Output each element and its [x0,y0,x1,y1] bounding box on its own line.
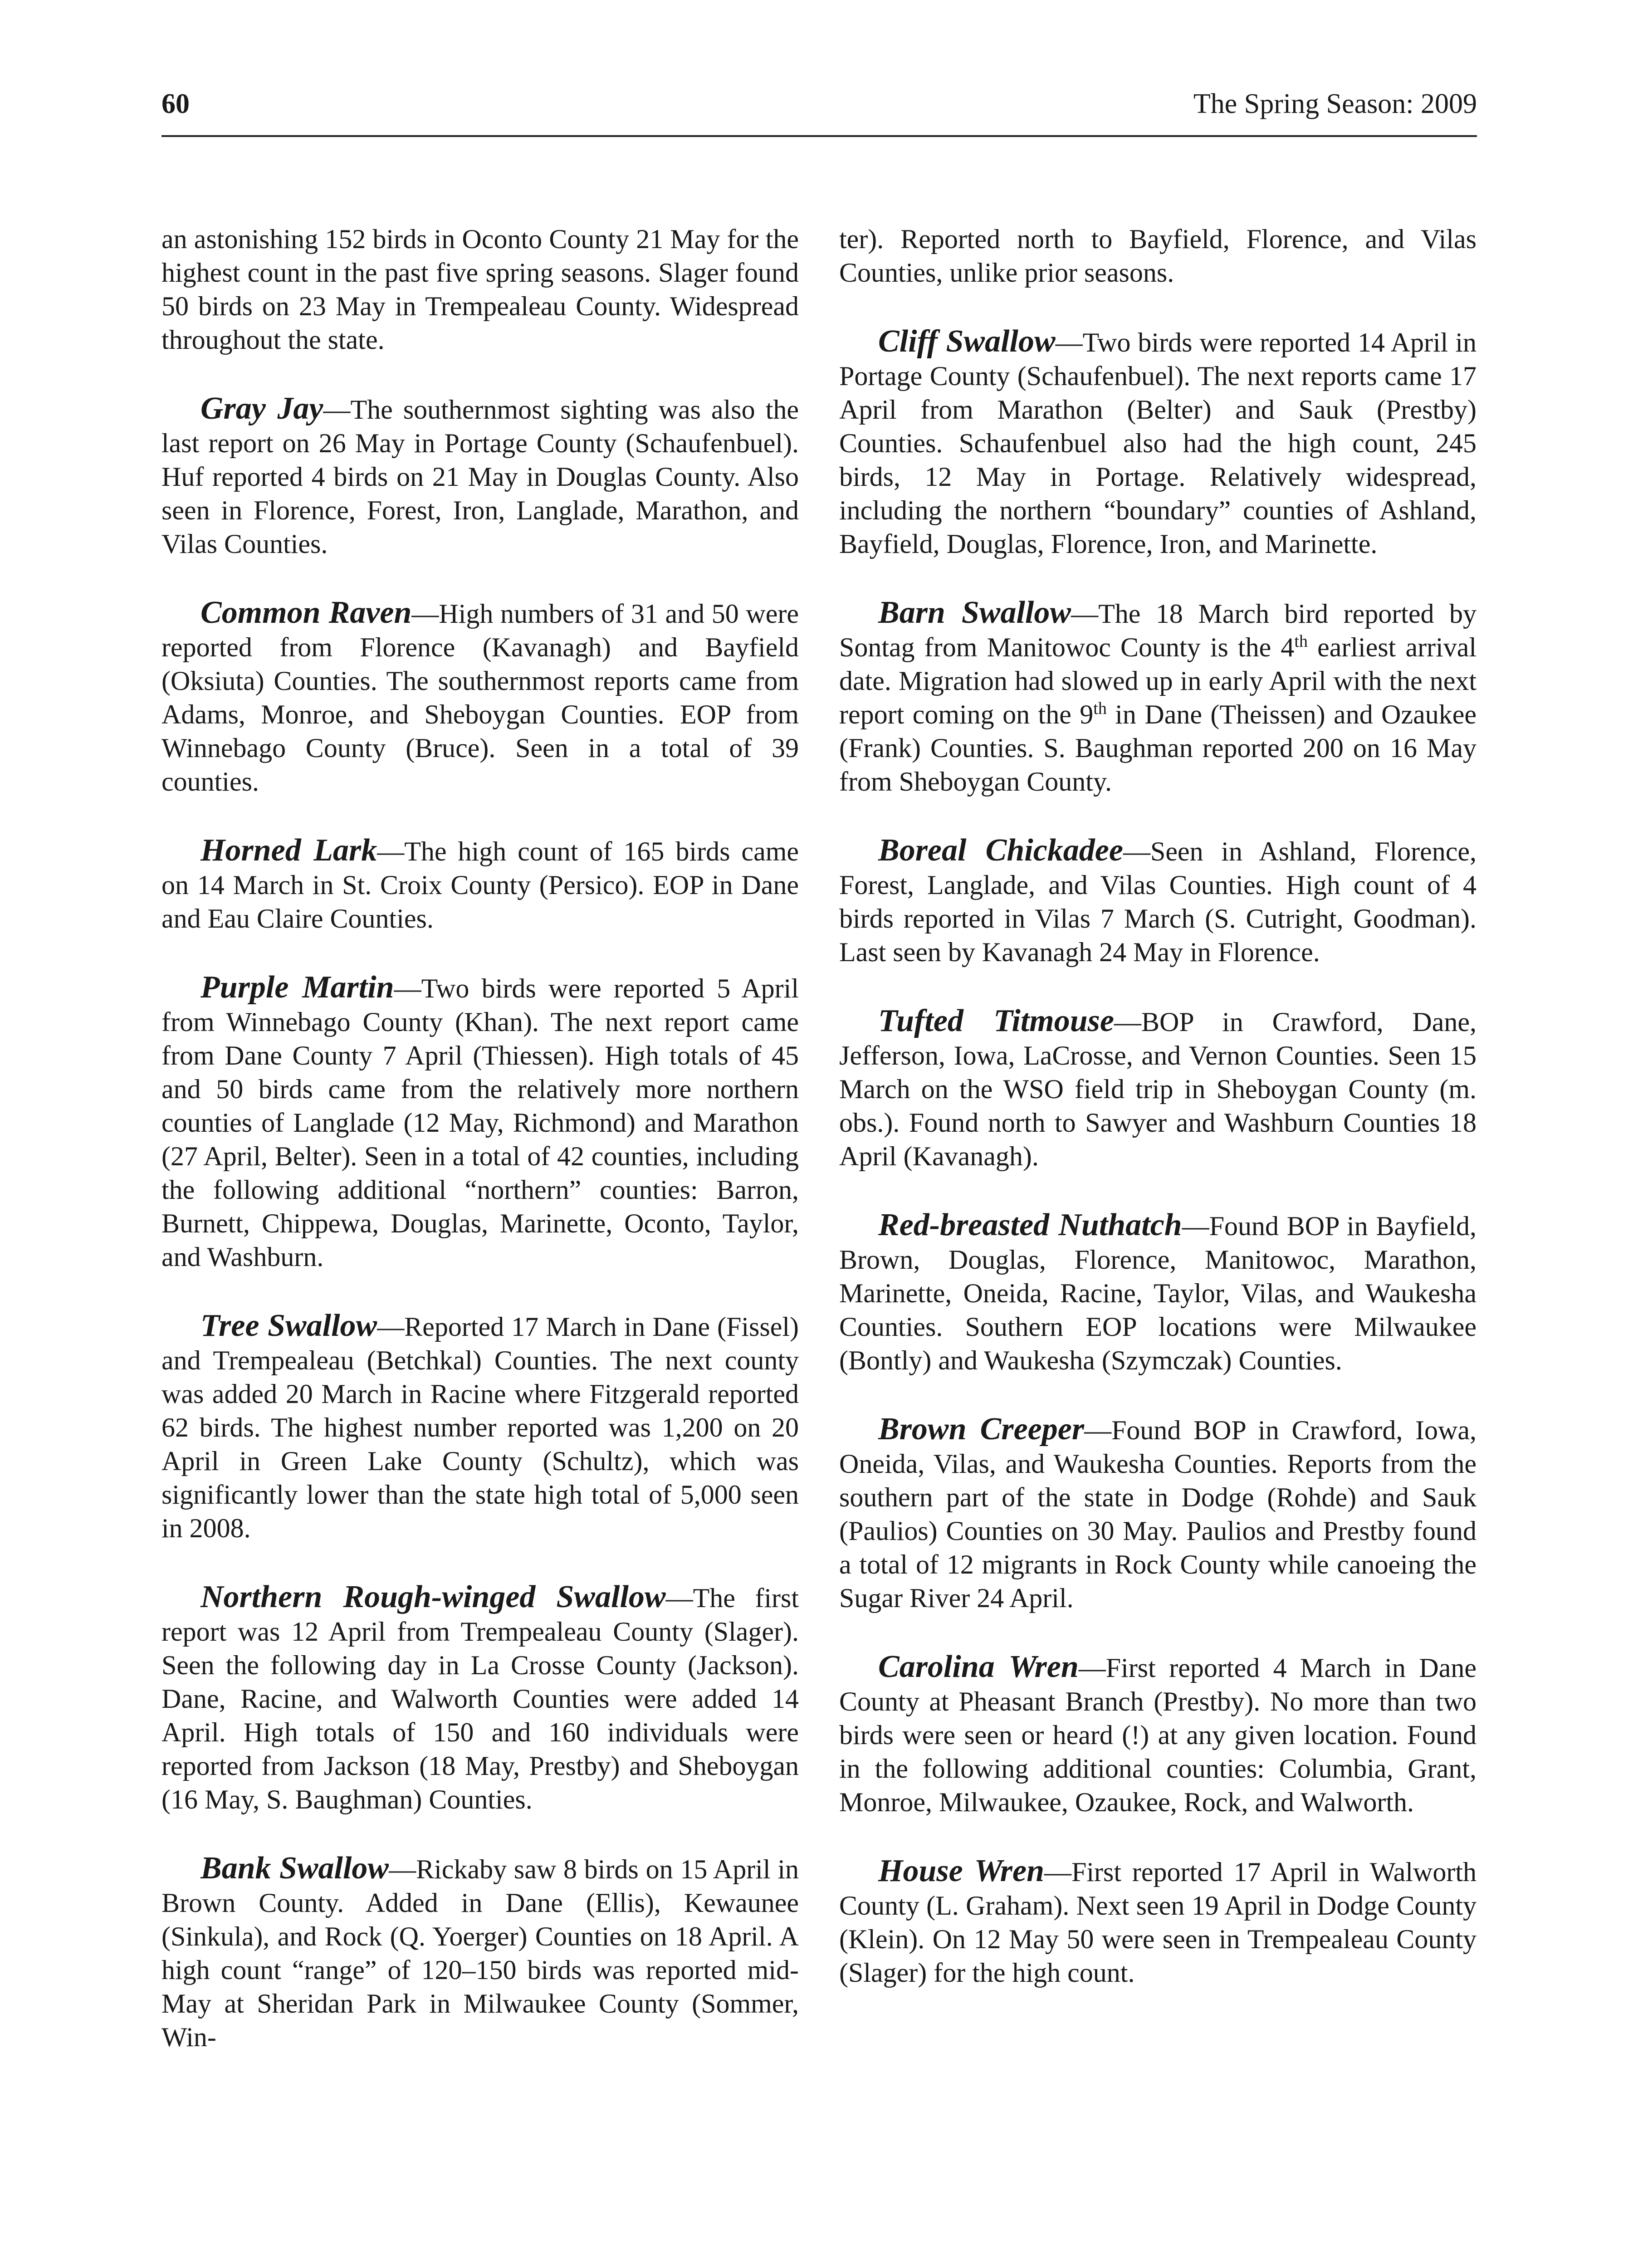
species-account-northern-rough-winged-swallow: Northern Rough-winged Swallow—The first report was 12 April from Trempealeau County (Slager). Seen the following day in La Crosse County (Jackson). Dane, Racine, and Walworth Counties were added 14 April. High totals of 150 and 160 individuals were reported from Jackson (18 May, Prestby) and Sheboygan (16 May, S. Baughman) Counties. [161,1579,799,1814]
species-account-brown-creeper: Brown Creeper—Found BOP in Crawford, Iowa, Oneida, Vilas, and Waukesha Counties. Reports from the southern part of the state in Dodge (Rohde) and Sauk (Paulios) Counties on 30 May. Paulios and Prestby found a total of 12 migrants in Rock County while canoeing the Sugar River 24 April. [839,1412,1477,1613]
species-name: Tree Swallow [200,1308,377,1343]
species-name: Red-breasted Nuthatch [878,1207,1182,1242]
page-header [161,85,1477,137]
species-name: Gray Jay [200,391,323,426]
species-account-tufted-titmouse: Tufted Titmouse—BOP in Crawford, Dane, Jefferson, Iowa, LaCrosse, and Vernon Counties. Seen 15 March on the WSO field trip in Sheboygan County (m. obs.). Found north to Sawyer and Washburn Counties 18 April (Kavanagh). [839,1003,1477,1171]
species-account-red-breasted-nuthatch: Red-breasted Nuthatch—Found BOP in Bayfield, Brown, Douglas, Florence, Manitowoc, Marathon, Marinette, Oneida, Racine, Taylor, Vilas, and Waukesha Counties. Southern EOP locations were Milwaukee (Bontly) and Waukesha (Szymczak) Counties. [839,1207,1477,1375]
left-column [161,222,799,2089]
species-name: Purple Martin [200,970,394,1005]
species-name: Carolina Wren [878,1649,1079,1684]
species-name: Horned Lark [200,833,377,868]
continuation-paragraph: ter). Reported north to Bayfield, Florence, and Vilas Counties, unlike prior seasons. [839,224,1477,288]
species-name: Tufted Titmouse [878,1003,1114,1038]
species-name: Cliff Swallow [878,324,1056,359]
species-name: Bank Swallow [200,1851,389,1886]
right-column [839,222,1477,2025]
species-account-gray-jay: Gray Jay—The southernmost sighting was also the last report on 26 May in Portage County (Schaufenbuel). Huf reported 4 birds on 21 May in Douglas County. Also seen in Florence, Forest, Iron, Langlade, Marathon, and Vilas Counties. [161,391,799,559]
species-name: Common Raven [200,595,412,630]
species-account-house-wren: House Wren—First reported 17 April in Walworth County (L. Graham). Next seen 19 April in Dodge County (Klein). On 12 May 50 were seen in Trempealeau County (Slager) for the high count. [839,1853,1477,1988]
species-account-horned-lark: Horned Lark—The high count of 165 birds came on 14 March in St. Croix County (Persico). EOP in Dane and Eau Claire Counties. [161,833,799,934]
species-name: House Wren [878,1853,1045,1888]
species-name: Brown Creeper [878,1412,1085,1447]
species-account-cliff-swallow: Cliff Swallow—Two birds were reported 14 April in Portage County (Schaufenbuel). The next reports came 17 April from Marathon (Belter) and Sauk (Prestby) Counties. Schaufenbuel also had the high count, 245 birds, 12 May in Portage. Relatively widespread, including the northern “boundary” counties of Ashland, Bayfield, Douglas, Florence, Iron, and Marinette. [839,324,1477,559]
species-name: Northern Rough-winged Swallow [200,1579,666,1614]
species-account-common-raven: Common Raven—High numbers of 31 and 50 were reported from Florence (Kavanagh) and Bayfield (Oksiuta) Counties. The southernmost reports came from Adams, Monroe, and Sheboygan Counties. EOP from Winnebago County (Bruce). Seen in a total of 39 counties. [161,595,799,797]
species-account-barn-swallow: Barn Swallow—The 18 March bird reported by Sontag from Manitowoc County is the 4th earliest arrival date. Migration had slowed up in early April with the next report coming on the 9th in Dane (Theissen) and Ozaukee (Frank) Counties. S. Baughman reported 200 on 16 May from Sheboygan County. [839,595,1477,797]
species-account-boreal-chickadee: Boreal Chickadee—Seen in Ashland, Florence, Forest, Langlade, and Vilas Counties. High count of 4 birds reported in Vilas 7 March (S. Cutright, Goodman). Last seen by Kavanagh 24 May in Florence. [839,833,1477,967]
continuation-paragraph: an astonishing 152 birds in Oconto County 21 May for the highest count in the past five spring seasons. Slager found 50 birds on 23 May in Trempealeau County. Widespread throughout the state. [161,224,799,355]
species-account-purple-martin: Purple Martin—Two birds were reported 5 April from Winnebago County (Khan). The next report came from Dane County 7 April (Thiessen). High totals of 45 and 50 birds came from the relatively more northern counties of Langlade (12 May, Richmond) and Marathon (27 April, Belter). Seen in a total of 42 counties, including the following additional “northern” counties: Barron, Burnett, Chippewa, Douglas, Marinette, Oconto, Taylor, and Washburn. [161,970,799,1272]
running-head: The Spring Season: 2009 [1193,88,1477,119]
species-name: Barn Swallow [878,595,1071,630]
page-number: 60 [161,88,190,119]
species-account-carolina-wren: Carolina Wren—First reported 4 March in Dane County at Pheasant Branch (Prestby). No more than two birds were seen or heard (!) at any given location. Found in the following additional counties: Columbia, Grant, Monroe, Milwaukee, Ozaukee, Rock, and Walworth. [839,1649,1477,1817]
species-account-bank-swallow: Bank Swallow—Rickaby saw 8 birds on 15 April in Brown County. Added in Dane (Ellis), Kewaunee (Sinkula), and Rock (Q. Yoerger) Counties on 18 April. A high count “range” of 120–150 birds was reported mid-May at Sheridan Park in Milwaukee County (Sommer, Win- [161,1851,799,2052]
species-account-tree-swallow: Tree Swallow—Reported 17 March in Dane (Fissel) and Trempealeau (Betchkal) Counties. The next county was added 20 March in Racine where Fitzgerald reported 62 birds. The highest number reported was 1,200 on 20 April in Green Lake County (Schultz), which was significantly lower than the state high total of 5,000 seen in 2008. [161,1308,799,1543]
species-name: Boreal Chickadee [878,833,1123,868]
